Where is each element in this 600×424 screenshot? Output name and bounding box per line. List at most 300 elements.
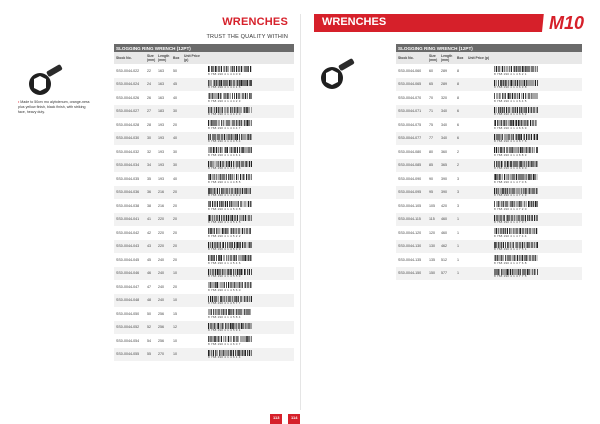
cell-unit-price: [466, 91, 492, 105]
cell-unit-price: [466, 186, 492, 200]
table-row: [396, 199, 582, 213]
cell-stock-no: SS0-0044-050: [116, 311, 140, 316]
cell-length: 256: [158, 338, 164, 343]
barcode-number: 8 768 190 4 1 4 5 0 8: [208, 206, 241, 211]
col-size: Size (mm): [429, 54, 438, 62]
cell-barcode: [492, 132, 582, 146]
cell-size: 71: [427, 105, 439, 119]
cell-barcode: [206, 253, 294, 267]
cell-box: 45: [171, 78, 182, 92]
cell-size: 52: [145, 321, 156, 335]
table-row: [396, 78, 582, 92]
cell-barcode: [206, 132, 294, 146]
cell-unit-price: [466, 118, 492, 132]
cell-length: 462: [439, 240, 455, 254]
cell-length: 340: [439, 132, 455, 146]
cell-barcode: [492, 226, 582, 240]
cell-length: 289: [439, 78, 455, 92]
barcode-number: 8 768 190 4 1 4 5 1 5: [208, 220, 241, 224]
cell-size: 55: [145, 348, 156, 362]
cell-box: 6: [455, 132, 466, 146]
cell-length: 340: [439, 105, 455, 119]
cell-barcode: [206, 334, 294, 348]
right-page-header: [302, 14, 600, 32]
cell-length: 240: [156, 294, 171, 308]
cell-box: 1: [455, 213, 466, 227]
table-row: [114, 240, 294, 254]
barcode-number: 8 768 190 4 1 4 6 4 5: [494, 98, 527, 103]
barcode-number: 8 768 190 4 1 4 5 3 9: [208, 247, 241, 251]
cell-length: 193: [156, 159, 171, 173]
cell-unit-price: [182, 213, 206, 227]
cell-length: 193: [158, 176, 164, 181]
brand-logo-text: M10: [549, 13, 585, 33]
cell-barcode: [492, 186, 582, 200]
cell-length: 240: [156, 267, 171, 281]
cell-barcode: [206, 294, 294, 308]
cell-box: 1: [457, 257, 459, 262]
table-row: [396, 267, 582, 281]
cell-length: 193: [158, 149, 164, 154]
cell-stock-no: SS0-0044-024: [114, 78, 145, 92]
cell-box: 50: [173, 68, 177, 73]
cell-box: 40: [173, 95, 177, 100]
cell-stock-no: SS0-0044-048: [114, 294, 145, 308]
cell-stock-no: SS0-0044-032: [116, 149, 140, 154]
cell-unit-price: [466, 253, 492, 267]
cell-length: 577: [439, 267, 455, 281]
cell-unit-price: [182, 253, 206, 267]
cell-length: 390: [439, 186, 455, 200]
cell-barcode: [206, 91, 294, 105]
cell-stock-no: SS0-0044-046: [114, 267, 145, 281]
right-page-title: WRENCHES: [322, 16, 387, 28]
cell-size: 43: [145, 240, 156, 254]
barcode-number: 8 768 190 4 1 4 4 8 5: [208, 179, 241, 184]
table-row: [114, 145, 294, 159]
table-row: [396, 159, 582, 173]
cell-stock-no: SS0-0044-043: [114, 240, 145, 254]
cell-size: 24: [145, 78, 156, 92]
cell-box: 20: [173, 122, 177, 127]
cell-barcode: [492, 118, 582, 132]
cell-barcode: [492, 78, 582, 92]
col-length: Length (mm): [158, 54, 170, 62]
cell-barcode: [206, 280, 294, 294]
cell-unit-price: [466, 64, 492, 78]
cell-unit-price: [466, 267, 492, 281]
cell-length: 340: [441, 122, 447, 127]
cell-length: 240: [158, 284, 164, 289]
cell-length: 240: [158, 257, 164, 262]
page-number-left: 113: [270, 414, 282, 424]
cell-size: 38: [147, 203, 151, 208]
cell-barcode: [206, 186, 294, 200]
cell-box: 40: [173, 176, 177, 181]
cell-barcode: [492, 253, 582, 267]
cell-stock-no: SS0-0044-047: [116, 284, 140, 289]
cell-stock-no: SS0-0044-028: [116, 122, 140, 127]
cell-stock-no: SS0-0044-041: [114, 213, 145, 227]
cell-box: 8: [457, 68, 459, 73]
barcode-number: 8 768 190 4 1 4 7 1 3: [494, 193, 527, 197]
cell-stock-no: SS0-0044-042: [116, 230, 140, 235]
cell-length: 193: [156, 132, 171, 146]
cell-unit-price: [182, 186, 206, 200]
cell-stock-no: SS0-0044-045: [116, 257, 140, 262]
barcode-number: 8 768 190 4 1 4 7 3 7: [494, 220, 527, 224]
col-length: Length (mm): [439, 52, 455, 64]
barcode-number: 8 768 190 4 1 4 6 2 1: [494, 71, 527, 76]
cell-length: 256: [158, 311, 164, 316]
cell-size: 75: [429, 122, 433, 127]
cell-unit-price: [466, 78, 492, 92]
page-spine-divider: [300, 14, 301, 410]
col-stock-no: Stock No.: [396, 52, 427, 64]
cell-length: 256: [156, 321, 171, 335]
cell-length: 220: [156, 240, 171, 254]
cell-size: 135: [429, 257, 435, 262]
barcode-number: 8 768 190 4 1 4 5 4 6: [208, 260, 241, 265]
col-unit-price: Unit Price (p): [182, 52, 206, 64]
table-row: [114, 199, 294, 213]
cell-unit-price: [466, 172, 492, 186]
cell-stock-no: SS0-0044-022: [116, 68, 140, 73]
cell-barcode: [206, 145, 294, 159]
cell-length: 460: [441, 230, 447, 235]
cell-length: 512: [441, 257, 447, 262]
cell-size: 130: [427, 240, 439, 254]
cell-unit-price: [466, 213, 492, 227]
cell-box: 6: [455, 105, 466, 119]
table-row: [114, 186, 294, 200]
barcode-number: 8 768 190 4 1 4 7 4 4: [494, 233, 527, 238]
cell-unit-price: [182, 348, 206, 362]
cell-stock-no: SS0-0044-065: [396, 78, 427, 92]
cell-stock-no: SS0-0044-085: [396, 159, 427, 173]
cell-barcode: [206, 267, 294, 281]
table-caption: SLOGGING RING WRENCH (12PT): [396, 44, 582, 52]
cell-barcode: [206, 321, 294, 335]
cell-box: 10: [171, 294, 182, 308]
cell-unit-price: [182, 199, 206, 213]
cell-stock-no: SS0-0044-150: [396, 267, 427, 281]
cell-barcode: [206, 105, 294, 119]
barcode-number: 8 768 190 4 1 4 4 1 6: [208, 85, 241, 89]
cell-size: 42: [147, 230, 151, 235]
cell-barcode: [206, 172, 294, 186]
barcode-number: 8 768 190 4 1 4 6 0 7: [208, 341, 241, 346]
table-row: [396, 132, 582, 146]
table-row: [396, 186, 582, 200]
cell-size: 54: [147, 338, 151, 343]
cell-size: 45: [147, 257, 151, 262]
cell-size: 90: [429, 176, 433, 181]
cell-length: 163: [158, 68, 164, 73]
cell-barcode: [206, 213, 294, 227]
table-row: [396, 118, 582, 132]
cell-box: 2: [457, 149, 459, 154]
brand-logo: [540, 8, 596, 36]
barcode-number: 8 768 190 4 1 4 6 3 8: [494, 85, 527, 89]
cell-size: 120: [429, 230, 435, 235]
barcode-number: 8 768 190 4 1 4 4 7 8: [208, 166, 241, 170]
cell-length: 163: [156, 78, 171, 92]
cell-unit-price: [182, 172, 206, 186]
barcode-number: 8 768 190 4 1 4 4 4 7: [208, 125, 241, 130]
table-row: [114, 213, 294, 227]
cell-unit-price: [182, 64, 206, 78]
table-row: [114, 253, 294, 267]
ring-wrench-icon-right: [316, 56, 356, 92]
table-row: [114, 307, 294, 321]
cell-stock-no: SS0-0044-038: [116, 203, 140, 208]
col-unit-price: Unit Price (p): [466, 52, 492, 64]
cell-size: 150: [427, 267, 439, 281]
table-row: [114, 334, 294, 348]
cell-barcode: [206, 159, 294, 173]
cell-box: 1: [457, 230, 459, 235]
table-row: [396, 91, 582, 105]
cell-barcode: [492, 64, 582, 78]
cell-box: 10: [171, 267, 182, 281]
barcode-number: 8 768 190 4 1 4 4 0 9: [208, 71, 241, 76]
barcode-number: 8 768 190 4 1 4 7 5 1: [494, 247, 527, 251]
cell-barcode: [492, 240, 582, 254]
cell-unit-price: [466, 132, 492, 146]
cell-unit-price: [466, 240, 492, 254]
cell-size: 30: [145, 132, 156, 146]
cell-unit-price: [182, 321, 206, 335]
cell-box: 1: [455, 267, 466, 281]
cell-size: 50: [147, 311, 151, 316]
cell-size: 85: [427, 159, 439, 173]
cell-unit-price: [466, 145, 492, 159]
cell-size: 26: [147, 95, 151, 100]
barcode-number: 8 768 190 4 1 4 4 9 2: [208, 193, 241, 197]
table-body: [396, 64, 582, 280]
table-row: [114, 280, 294, 294]
cell-box: 30: [171, 159, 182, 173]
cell-size: 46: [145, 267, 156, 281]
cell-size: 35: [147, 176, 151, 181]
table-row: [114, 118, 294, 132]
col-box: Box: [455, 52, 466, 64]
cell-unit-price: [182, 294, 206, 308]
cell-unit-price: [182, 307, 206, 321]
barcode-number: 8 768 190 4 1 4 4 2 3: [208, 98, 241, 103]
cell-box: 20: [173, 284, 177, 289]
barcode-number: 8 768 190 4 1 4 5 9 1: [208, 328, 241, 332]
cell-box: 30: [171, 105, 182, 119]
cell-barcode: [492, 267, 582, 281]
cell-box: 3: [457, 203, 459, 208]
product-table-right: [396, 44, 582, 280]
table-caption: SLOGGING RING WRENCH (12PT): [114, 44, 294, 52]
cell-size: 28: [147, 122, 151, 127]
barcode-number: 8 768 190 4 1 4 5 2 2: [208, 233, 241, 238]
barcode-number: 8 768 190 4 1 4 5 6 0: [208, 287, 241, 292]
table-row: [396, 226, 582, 240]
table-row: [396, 172, 582, 186]
cell-barcode: [206, 64, 294, 78]
cell-length: 320: [441, 95, 447, 100]
barcode-number: 8 768 190 4 1 4 6 5 2: [494, 112, 527, 116]
barcode-number: 8 768 190 4 1 4 6 9 0: [494, 166, 527, 170]
cell-size: 65: [427, 78, 439, 92]
cell-length: 220: [158, 230, 164, 235]
cell-stock-no: SS0-0044-034: [114, 159, 145, 173]
barcode-number: 8 768 190 4 1 4 7 0 6: [494, 179, 527, 184]
cell-barcode: [206, 199, 294, 213]
cell-length: 360: [441, 149, 447, 154]
cell-stock-no: SS0-0044-077: [396, 132, 427, 146]
cell-unit-price: [182, 159, 206, 173]
cell-stock-no: SS0-0044-115: [396, 213, 427, 227]
cell-size: 70: [429, 95, 433, 100]
barcode-number: 8 768 190 4 1 4 6 8 3: [494, 152, 527, 157]
cell-unit-price: [182, 226, 206, 240]
cell-unit-price: [182, 118, 206, 132]
cell-unit-price: [182, 78, 206, 92]
barcode-number: 8 768 190 4 1 4 7 7 5: [494, 274, 527, 278]
cell-box: 12: [171, 321, 182, 335]
cell-barcode: [206, 348, 294, 362]
cell-stock-no: SS0-0044-135: [398, 257, 422, 262]
col-barcode: [492, 52, 582, 64]
cell-size: 60: [429, 68, 433, 73]
table-body: [114, 64, 294, 361]
cell-unit-price: [182, 145, 206, 159]
cell-box: 2: [455, 159, 466, 173]
product-table-left: [114, 44, 294, 361]
note-bullet-icon: •: [18, 100, 20, 104]
barcode-number: 8 768 190 4 1 4 6 6 9: [494, 125, 527, 130]
barcode-number: 8 768 190 4 1 4 6 1 4: [208, 355, 241, 359]
table-row: [114, 132, 294, 146]
cell-unit-price: [182, 240, 206, 254]
cell-size: 36: [145, 186, 156, 200]
cell-unit-price: [466, 159, 492, 173]
table-row: [114, 159, 294, 173]
barcode-number: 8 768 190 4 1 4 5 5 3: [208, 274, 241, 278]
cell-stock-no: SS0-0044-036: [114, 186, 145, 200]
barcode-number: 8 768 190 4 1 4 5 8 4: [208, 314, 241, 319]
barcode-number: 8 768 190 4 1 4 4 5 4: [208, 139, 241, 143]
cell-size: 95: [427, 186, 439, 200]
cell-size: 105: [429, 203, 435, 208]
cell-length: 163: [158, 95, 164, 100]
table-row: [396, 240, 582, 254]
table-row: [396, 145, 582, 159]
cell-stock-no: SS0-0044-054: [116, 338, 140, 343]
cell-size: 41: [145, 213, 156, 227]
cell-size: 32: [147, 149, 151, 154]
cell-box: 20: [171, 213, 182, 227]
cell-unit-price: [466, 199, 492, 213]
table-row: [396, 105, 582, 119]
cell-unit-price: [182, 280, 206, 294]
cell-box: 10: [171, 348, 182, 362]
cell-barcode: [492, 172, 582, 186]
cell-box: 3: [457, 176, 459, 181]
cell-barcode: [492, 91, 582, 105]
product-note-text: Made to 50crv mo alybdenum, orange-ness plus yellow finish, black finish, with striking face, heavy duty.: [18, 100, 90, 114]
tagline: TRUST THE QUALITY WITHIN: [206, 34, 288, 40]
col-box: Box: [171, 52, 182, 64]
cell-barcode: [206, 226, 294, 240]
cell-stock-no: SS0-0044-075: [398, 122, 422, 127]
page-number-right: 114: [288, 414, 300, 424]
cell-unit-price: [466, 105, 492, 119]
table-row: [114, 348, 294, 362]
col-size: Size (mm): [147, 54, 156, 62]
cell-length: 390: [441, 176, 447, 181]
table-row: [114, 294, 294, 308]
cell-stock-no: SS0-0044-035: [116, 176, 140, 181]
cell-unit-price: [182, 267, 206, 281]
cell-size: 77: [427, 132, 439, 146]
barcode-number: 8 768 190 4 1 4 5 7 7: [208, 301, 241, 305]
cell-stock-no: SS0-0044-095: [396, 186, 427, 200]
cell-stock-no: SS0-0044-090: [398, 176, 422, 181]
table-row: [114, 321, 294, 335]
cell-size: 115: [427, 213, 439, 227]
table-row: [396, 213, 582, 227]
cell-barcode: [492, 145, 582, 159]
cell-length: 216: [156, 186, 171, 200]
cell-box: 3: [455, 186, 466, 200]
cell-stock-no: SS0-0044-080: [398, 149, 422, 154]
left-page-title: WRENCHES: [222, 16, 288, 28]
cell-barcode: [206, 240, 294, 254]
cell-barcode: [206, 78, 294, 92]
table-row: [114, 91, 294, 105]
cell-length: 216: [158, 203, 164, 208]
table-row: [114, 172, 294, 186]
cell-stock-no: SS0-0044-060: [398, 68, 422, 73]
cell-stock-no: SS0-0044-070: [398, 95, 422, 100]
cell-stock-no: SS0-0044-130: [396, 240, 427, 254]
cell-box: 30: [173, 149, 177, 154]
cell-box: 8: [455, 78, 466, 92]
cell-length: 220: [156, 213, 171, 227]
cell-size: 48: [145, 294, 156, 308]
cell-unit-price: [182, 105, 206, 119]
cell-box: 6: [457, 122, 459, 127]
table-row: [114, 105, 294, 119]
table-row: [114, 64, 294, 78]
cell-stock-no: SS0-0044-052: [114, 321, 145, 335]
cell-barcode: [206, 307, 294, 321]
cell-box: 15: [173, 311, 177, 316]
barcode-number: 8 768 190 4 1 4 7 2 0: [494, 206, 527, 211]
cell-size: 80: [429, 149, 433, 154]
left-page-header: [0, 14, 300, 32]
cell-box: 20: [173, 257, 177, 262]
cell-barcode: [492, 213, 582, 227]
cell-box: 20: [173, 203, 177, 208]
cell-box: 40: [171, 132, 182, 146]
cell-barcode: [492, 159, 582, 173]
table-row: [114, 78, 294, 92]
barcode-number: 8 768 190 4 1 4 6 7 6: [494, 139, 527, 143]
cell-size: 22: [147, 68, 151, 73]
cell-unit-price: [182, 132, 206, 146]
cell-box: 8: [457, 95, 459, 100]
ring-wrench-icon: [24, 60, 64, 98]
cell-unit-price: [182, 334, 206, 348]
